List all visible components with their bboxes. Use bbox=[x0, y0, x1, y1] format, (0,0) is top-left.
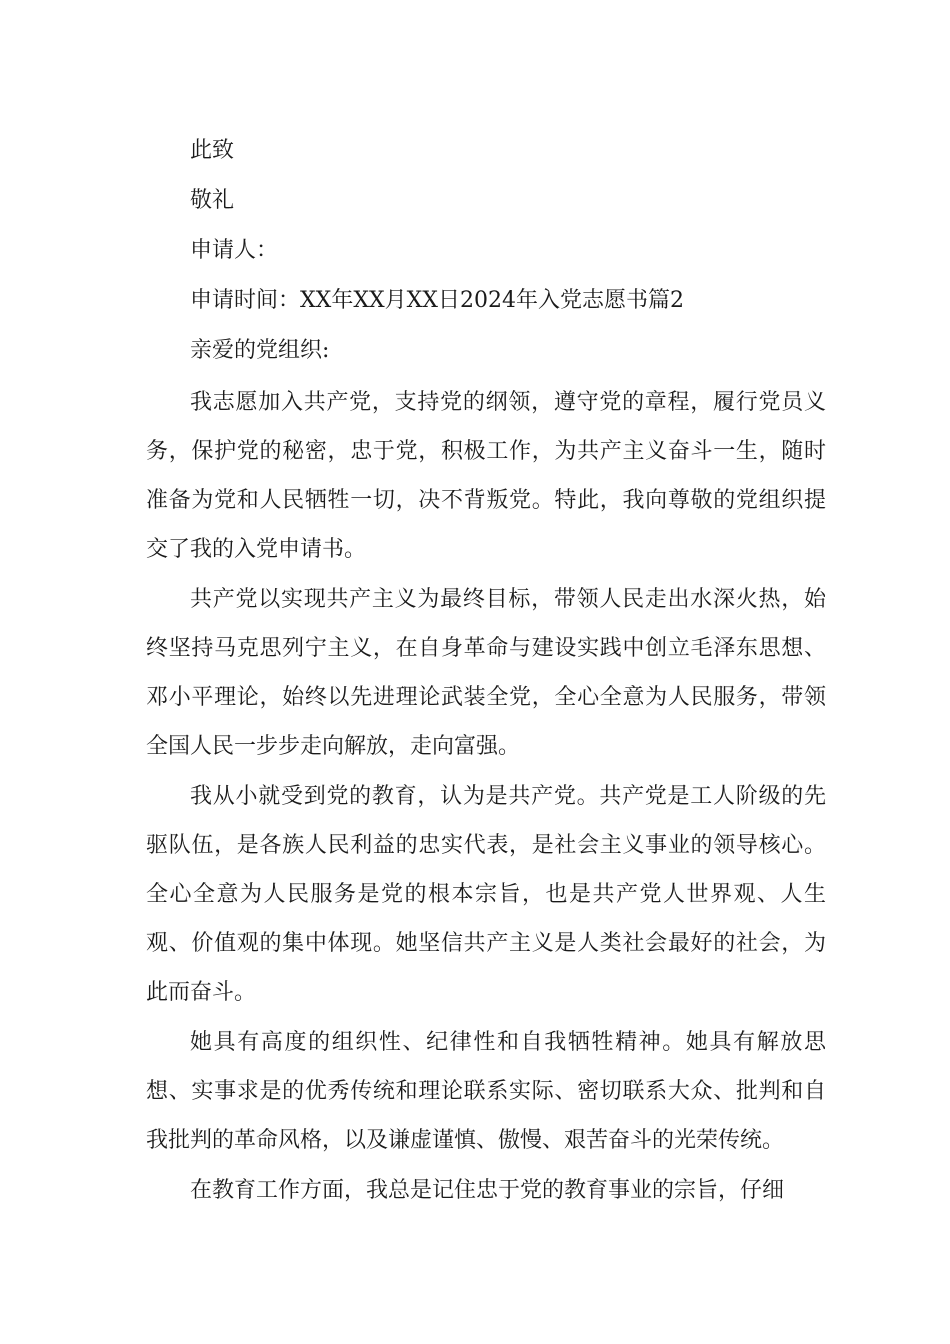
application-date-line: 申请时间：XX年XX月XX日2024年入党志愿书篇2 bbox=[190, 288, 684, 313]
paragraph-5: 在教育工作方面，我总是记住忠于党的教育事业的宗旨，仔细 bbox=[190, 1178, 785, 1203]
closing-line-2: 敬礼 bbox=[190, 188, 235, 213]
paragraph-2: 共产党以实现共产主义为最终目标，带领人民走出水深火热，始终坚持马克思列宁主义，在自身革命与建设实践中创立毛泽东思想、邓小平理论，始终以先进理论武装全党，全心全意为人民服务，带领全国人民一步步走向解放，走向富强。 bbox=[146, 587, 826, 759]
closing-line-1: 此致 bbox=[190, 138, 235, 163]
paragraph-4: 她具有高度的组织性、纪律性和自我牺牲精神。她具有解放思想、实事求是的优秀传统和理论联系实际、密切联系大众、批判和自我批判的革命风格，以及谦虚谨慎、傲慢、艰苦奋斗的光荣传统。 bbox=[146, 1030, 826, 1153]
paragraph-1: 我志愿加入共产党，支持党的纲领，遵守党的章程，履行党员义务，保护党的秘密，忠于党，积极工作，为共产主义奋斗一生，随时准备为党和人民牺牲一切，决不背叛党。特此，我向尊敬的党组织提交了我的入党申请书。 bbox=[146, 390, 826, 562]
applicant-label: 申请人： bbox=[190, 238, 279, 263]
salutation: 亲爱的党组织: bbox=[190, 338, 330, 363]
paragraph-3: 我从小就受到党的教育，认为是共产党。共产党是工人阶级的先驱队伍，是各族人民利益的忠实代表，是社会主义事业的领导核心。全心全意为人民服务是党的根本宗旨，也是共产党人世界观、人生观、价值观的集中体现。她坚信共产主义是人类社会最好的社会，为此而奋斗。 bbox=[146, 784, 826, 1005]
